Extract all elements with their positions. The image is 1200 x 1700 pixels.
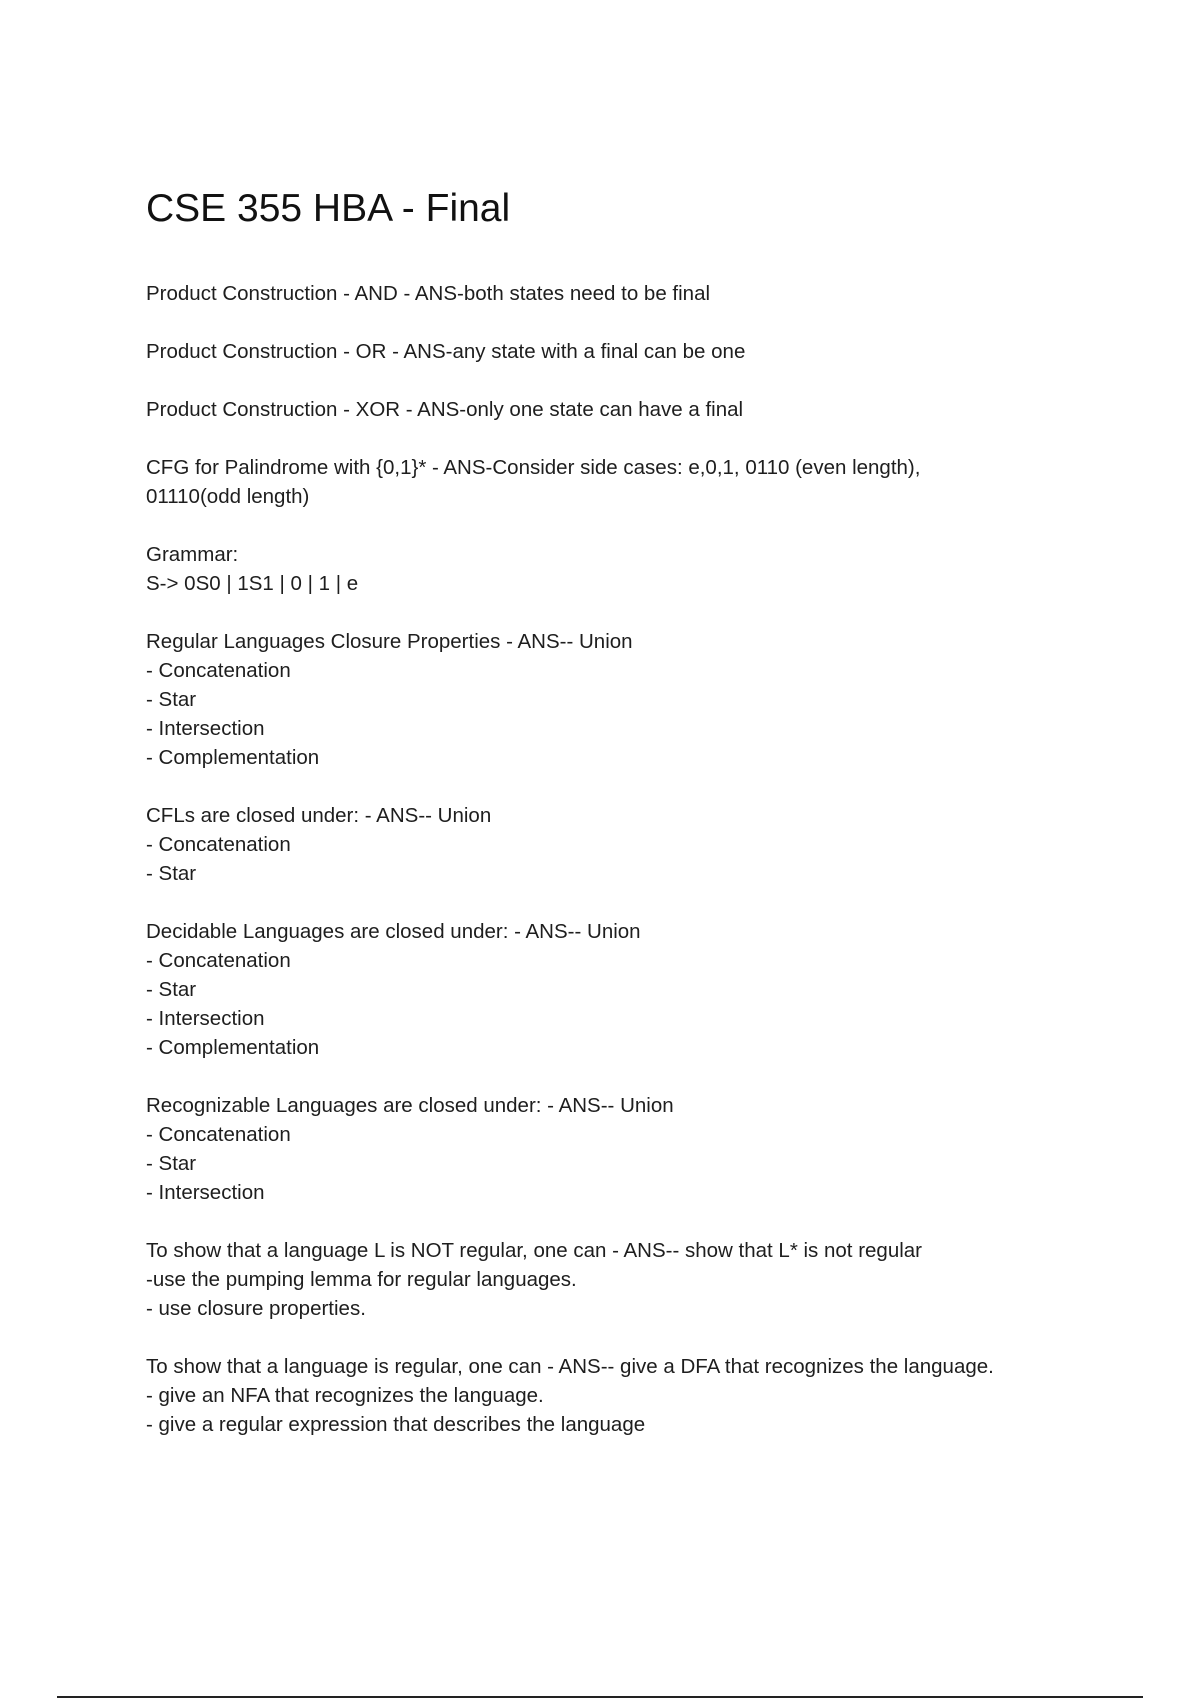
entry xyxy=(146,1352,1086,1439)
entry xyxy=(146,1236,1086,1323)
entry-line: - Intersection xyxy=(146,717,265,740)
entry xyxy=(146,395,1086,424)
entry xyxy=(146,453,1086,511)
entry-line: To show that a language is regular, one can - ANS-- give a DFA that recognizes the language. xyxy=(146,1355,994,1378)
footer-divider xyxy=(57,1696,1143,1698)
entry-line: - Concatenation xyxy=(146,659,291,682)
entry-line: CFLs are closed under: - ANS-- Union xyxy=(146,804,492,827)
entry xyxy=(146,917,1086,1062)
entry xyxy=(146,540,1086,598)
entry-line: -use the pumping lemma for regular languages. xyxy=(146,1268,577,1291)
entry xyxy=(146,627,1086,772)
entry-line: Regular Languages Closure Properties - ANS-- Union xyxy=(146,630,633,653)
entry-line: Grammar: xyxy=(146,543,239,566)
entry-line: CFG for Palindrome with {0,1}* - ANS-Consider side cases: e,0,1, 0110 (even length), xyxy=(146,456,921,479)
entry-line: - Concatenation xyxy=(146,949,291,972)
entry-line: Decidable Languages are closed under: - ANS-- Union xyxy=(146,920,641,943)
entry xyxy=(146,279,1086,308)
entry-line: - Star xyxy=(146,1152,197,1175)
entry-line: - use closure properties. xyxy=(146,1297,366,1320)
entry-line: - Star xyxy=(146,862,197,885)
entry-line: - Star xyxy=(146,978,197,1001)
entry-line: - give a regular expression that describes the language xyxy=(146,1413,646,1436)
entry-line: Product Construction - AND - ANS-both states need to be final xyxy=(146,282,711,305)
entry-line: - Concatenation xyxy=(146,833,291,856)
entry-line: Product Construction - OR - ANS-any state with a final can be one xyxy=(146,340,746,363)
entry xyxy=(146,801,1086,888)
entry-line: - Star xyxy=(146,688,197,711)
entry-line: 01110(odd length) xyxy=(146,485,310,508)
document-body xyxy=(146,279,1086,1468)
entry-line: Product Construction - XOR - ANS-only one state can have a final xyxy=(146,398,744,421)
page-title: CSE 355 HBA - Final xyxy=(146,187,511,230)
entry-line: S-> 0S0 | 1S1 | 0 | 1 | e xyxy=(146,572,359,595)
entry-line: - Intersection xyxy=(146,1181,265,1204)
entry xyxy=(146,1091,1086,1207)
entry xyxy=(146,337,1086,366)
entry-line: - give an NFA that recognizes the language. xyxy=(146,1384,544,1407)
entry-line: Recognizable Languages are closed under: - ANS-- Union xyxy=(146,1094,674,1117)
entry-line: - Concatenation xyxy=(146,1123,291,1146)
entry-line: - Complementation xyxy=(146,1036,320,1059)
entry-line: To show that a language L is NOT regular, one can - ANS-- show that L* is not regular xyxy=(146,1239,923,1262)
entry-line: - Intersection xyxy=(146,1007,265,1030)
entry-line: - Complementation xyxy=(146,746,320,769)
